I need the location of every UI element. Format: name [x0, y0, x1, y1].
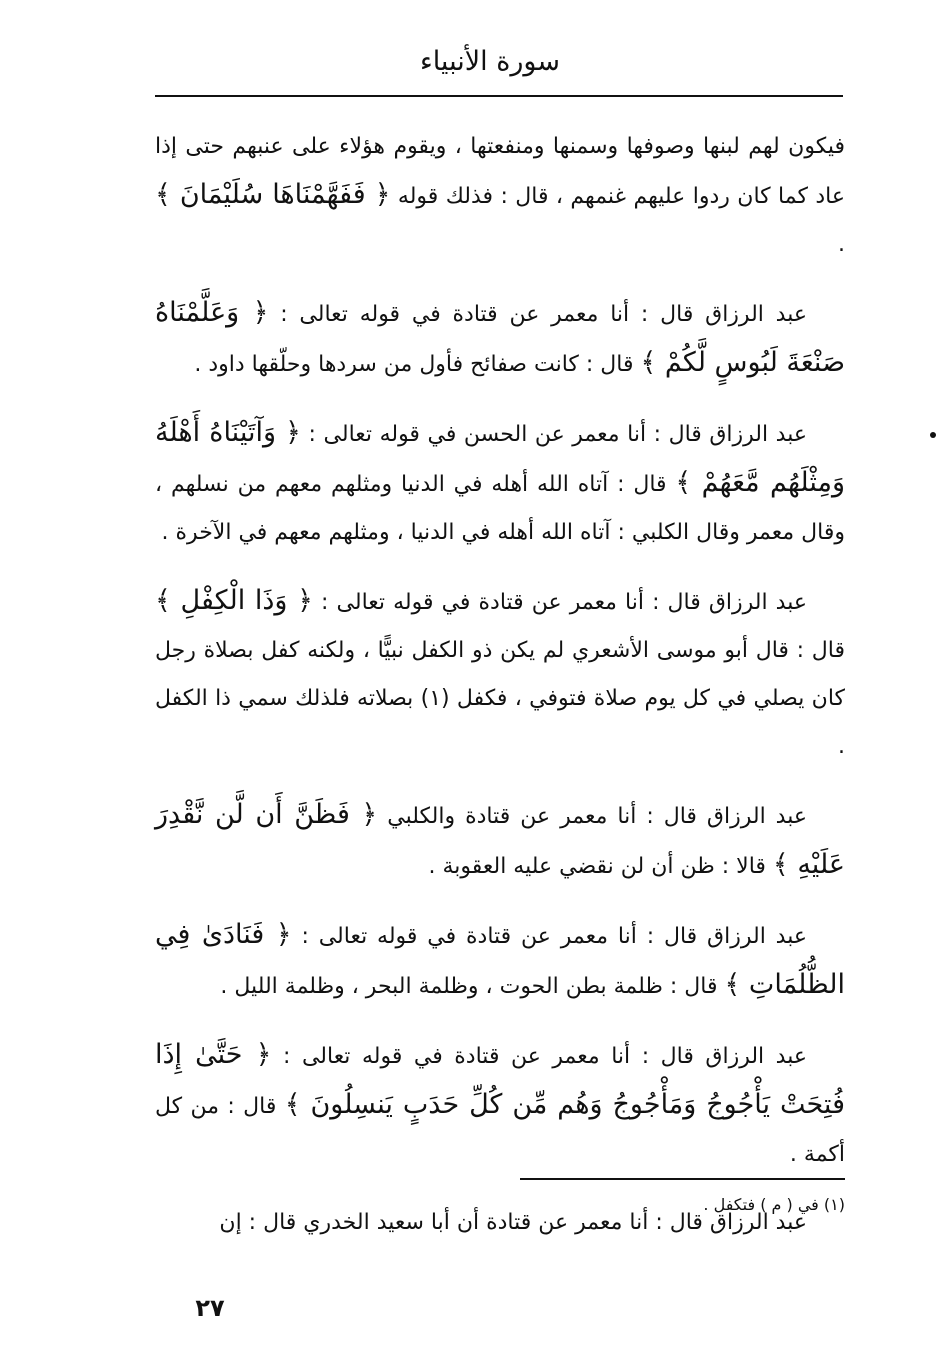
paragraph-text: عبد الرزاق قال : أنا معمر عن قتادة في قوله تعالى : [268, 302, 807, 327]
margin-mark [930, 432, 936, 438]
paragraph-5 [155, 791, 845, 891]
quran-verse: ﴿ حَتَّىٰ إِذَا فُتِحَتْ يَأْجُوجُ وَمَأْجُوجُ وَهُم مِّن كُلِّ حَدَبٍ يَنسِلُونَ ﴾ [155, 1039, 845, 1120]
footnote-divider [520, 1178, 845, 1180]
paragraph-text: قال : ظلمة بطن الحوت ، وظلمة البحر ، وظلمة الليل . [220, 974, 725, 999]
quran-verse: ﴿ وَعَلَّمْنَاهُ صَنْعَةَ لَبُوسٍ لَّكُمْ ﴾ [155, 297, 845, 378]
paragraph-text: قال : قال أبو موسى الأشعري لم يكن ذو الكفل نبيًّا ، ولكنه كفل بصلاة رجل كان يصلي في كل يوم صلاة فتوفي ، فكفل (١) بصلاته فلذلك سمي ذا الكفل . [155, 638, 845, 759]
paragraph-text: عبد الرزاق قال : أنا معمر عن قتادة أن أبا سعيد الخدري قال : إن [219, 1210, 807, 1235]
paragraph-text: عبد الرزاق قال : أنا معمر عن قتادة في قوله تعالى : [271, 1044, 807, 1069]
paragraph-text: عبد الرزاق قال : أنا معمر عن الحسن في قوله تعالى : [301, 422, 807, 447]
quran-verse: ﴿ فَنَادَىٰ فِي الظُّلُمَاتِ ﴾ [155, 919, 845, 1000]
quran-verse: ﴿ وَآتَيْنَاهُ أَهْلَهُ وَمِثْلَهُم مَّعَهُمْ ﴾ [155, 417, 845, 498]
paragraph-text: قالا : ظن أن لن نقضي عليه العقوبة . [428, 854, 773, 879]
main-text [155, 123, 845, 1267]
paragraph-text: قال : من كل أكمة . [155, 1094, 845, 1167]
paragraph-text: عبد الرزاق قال : أنا معمر عن قتادة في قوله تعالى : [291, 924, 807, 949]
header-divider [155, 95, 843, 97]
paragraph-4 [155, 577, 845, 771]
paragraph-text: . [838, 232, 845, 257]
paragraph-text: عبد الرزاق قال : أنا معمر عن قتادة والكلبي [377, 804, 807, 829]
paragraph-1 [155, 123, 845, 269]
page-title: سورة الأنبياء [420, 46, 560, 77]
paragraph-text: عبد الرزاق قال : أنا معمر عن قتادة في قوله تعالى : [312, 590, 808, 615]
paragraph-text: قال : كانت صفائح فأول من سردها وحلّقها داود . [194, 352, 641, 377]
paragraph-text: قال : آتاه الله أهله في الدنيا ومثلهم معهم من نسلهم ، وقال معمر وقال الكلبي : آتاه الله أهله في الدنيا ، ومثلهم معهم في الآخرة . [155, 472, 845, 545]
paragraph-text: فيكون لهم لبنها وصوفها وسمنها ومنفعتها ، ويقوم هؤلاء على عنبهم حتى إذا عاد كما كان ردوا عليهم غنمهم ، قال : فذلك قوله [155, 134, 845, 209]
quran-verse: ﴿ وَذَا الْكِفْلِ ﴾ [155, 585, 313, 616]
paragraph-6 [155, 911, 845, 1011]
paragraph-7 [155, 1031, 845, 1179]
quran-verse: ﴿ فَفَهَّمْنَاهَا سُلَيْمَانَ ﴾ [155, 179, 391, 210]
paragraph-2 [155, 289, 845, 389]
paragraph-3 [155, 409, 845, 557]
page-number: ٢٧ [195, 1294, 225, 1322]
quran-verse: ﴿ فَظَنَّ أَن لَّن نَّقْدِرَ عَلَيْهِ ﴾ [155, 799, 845, 880]
footnote: (١) في ( م ) فتكفل . [703, 1195, 845, 1214]
